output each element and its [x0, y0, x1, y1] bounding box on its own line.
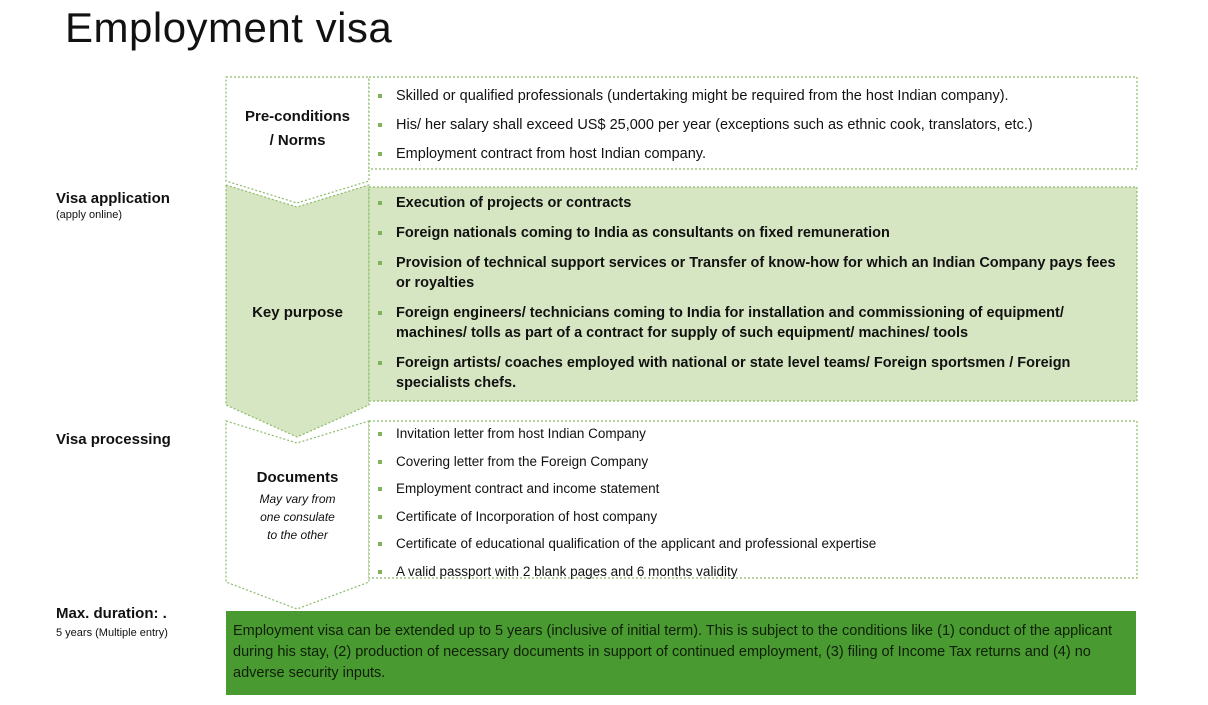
- documents-list: [372, 420, 1137, 586]
- list-item: Certificate of educational qualification of the applicant and professional expertise: [372, 530, 1137, 558]
- list-item: Foreign artists/ coaches employed with national or state level teams/ Foreign sportsmen / Foreign specialists chefs.: [372, 353, 1127, 393]
- list-item: Invitation letter from host Indian Company: [372, 420, 1137, 448]
- list-item: A valid passport with 2 blank pages and 6 months validity: [372, 558, 1137, 586]
- preconditions-tag: [226, 105, 369, 153]
- list-item: His/ her salary shall exceed US$ 25,000 per year (exceptions such as ethnic cook, translators, etc.): [372, 111, 1137, 140]
- preconditions-tag-line1: Pre-conditions: [244, 108, 350, 125]
- visa-processing-label: Visa processing: [56, 431, 171, 448]
- list-item: Provision of technical support services or Transfer of know-how for which an Indian Company pays fees or royalties: [372, 253, 1127, 293]
- key-purpose-list: [372, 193, 1127, 403]
- documents-note-line1: May vary from: [259, 492, 336, 506]
- list-item: Employment contract and income statement: [372, 475, 1137, 503]
- key-purpose-tag: Key purpose: [252, 304, 343, 321]
- list-item: Covering letter from the Foreign Company: [372, 448, 1137, 476]
- max-duration-sub: 5 years (Multiple entry): [56, 627, 168, 639]
- list-item: Skilled or qualified professionals (undertaking might be required from the host Indian company).: [372, 82, 1137, 111]
- list-item: Foreign engineers/ technicians coming to India for installation and commissioning of equipment/ machines/ tolls as part of a contract for supply of such equipment/ machines/ tools: [372, 303, 1127, 343]
- visa-application-text: Visa application: [56, 190, 170, 207]
- documents-note-line3: to the other: [267, 528, 328, 542]
- visa-application-sub: (apply online): [56, 209, 123, 221]
- list-item: Foreign nationals coming to India as consultants on fixed remuneration: [372, 223, 1127, 243]
- documents-tag: [226, 466, 369, 544]
- documents-tag-title: Documents: [256, 469, 339, 486]
- preconditions-tag-line2: / Norms: [269, 132, 326, 149]
- duration-box: Employment visa can be extended up to 5 years (inclusive of initial term). This is subject to the conditions like (1) conduct of the applicant during his stay, (2) production of necessary documents in support of continued employment, (3) filing of Income Tax returns and (4) no adverse security inputs.: [226, 611, 1136, 695]
- page-title: Employment visa: [65, 4, 393, 51]
- list-item: Execution of projects or contracts: [372, 193, 1127, 213]
- list-item: Employment contract from host Indian company.: [372, 140, 1137, 169]
- preconditions-list: [372, 82, 1137, 169]
- max-duration-text: Max. duration: .: [56, 605, 167, 622]
- documents-note-line2: one consulate: [260, 510, 335, 524]
- list-item: Certificate of Incorporation of host company: [372, 503, 1137, 531]
